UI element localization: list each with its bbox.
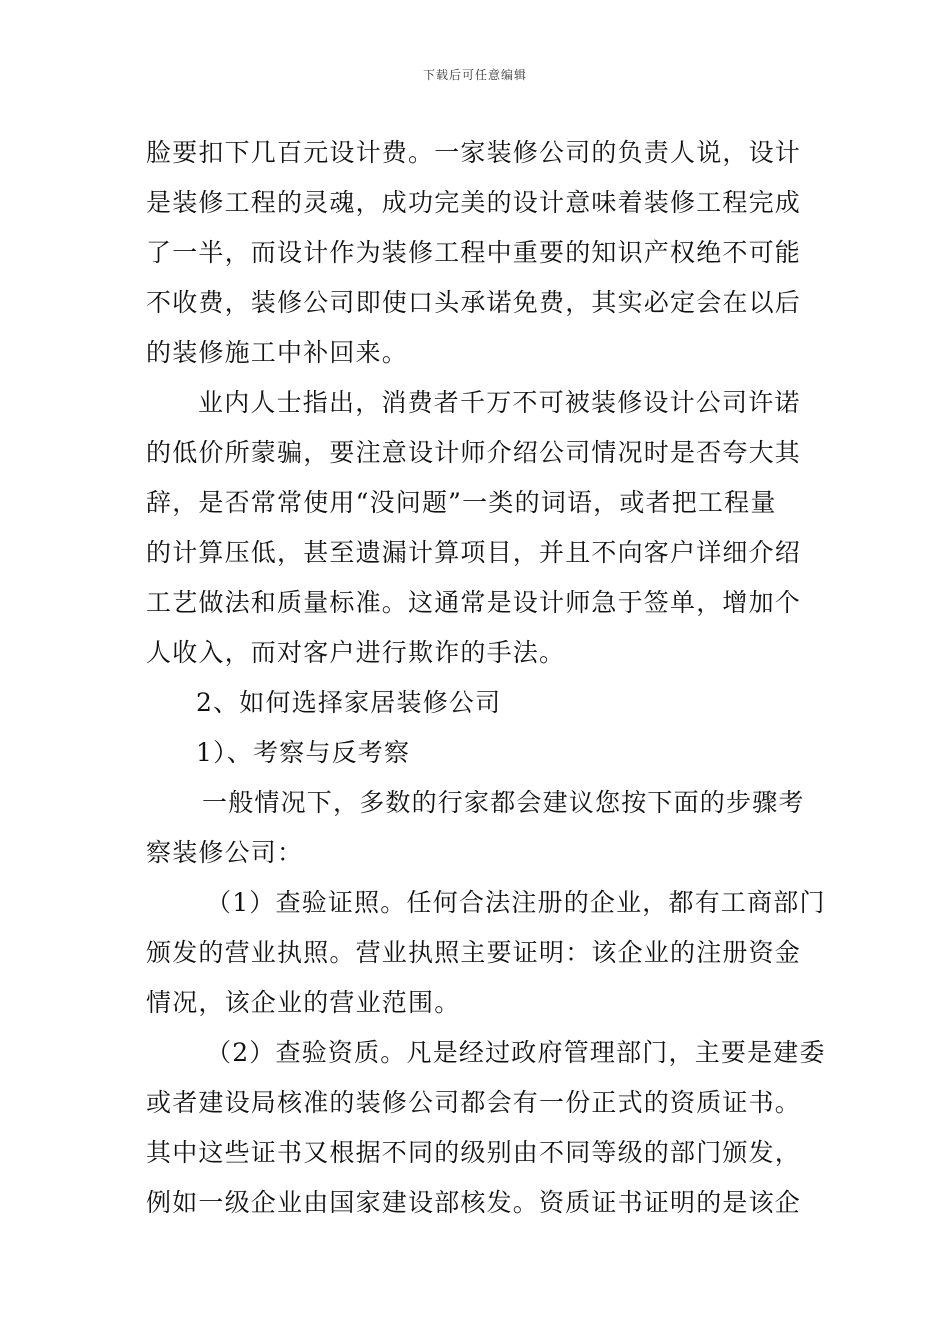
text-line: 一般情况下，多数的行家都会建议您按下面的步骤考 [202, 788, 805, 817]
text-line: 是装修工程的灵魂，成功完美的设计意味着装修工程完成 [146, 188, 802, 217]
document-body [146, 128, 826, 1228]
paragraph-industry-advice [146, 378, 816, 678]
text-line: 或者建设局核准的装修公司都会有一份正式的资质证书。 [146, 1088, 802, 1117]
text-line: 人收入，而对客户进行欺诈的手法。 [146, 638, 566, 667]
text-line: 颁发的营业执照。营业执照主要证明：该企业的注册资金 [146, 938, 802, 967]
paragraph-design-fee [146, 128, 816, 378]
page-header: 下载后可任意编辑 [422, 68, 527, 82]
text-line: （1）查验证照。任何合法注册的企业，都有工商部门 [206, 888, 826, 917]
text-line: 1）、考察与反考察 [196, 738, 411, 767]
text-line: 情况，该企业的营业范围。 [146, 988, 461, 1017]
paragraph-check-qualification [146, 1028, 826, 1228]
section-heading [146, 678, 816, 728]
paragraph-steps-intro [146, 778, 816, 878]
text-line: 了一半，而设计作为装修工程中重要的知识产权绝不可能 [146, 238, 802, 267]
text-line: （2）查验资质。凡是经过政府管理部门，主要是建委 [206, 1038, 826, 1067]
paragraph-check-license [146, 878, 826, 1028]
text-line: 例如一级企业由国家建设部核发。资质证书证明的是该企 [146, 1188, 802, 1217]
text-line: 工艺做法和质量标准。这通常是设计师急于签单，增加个 [146, 588, 802, 617]
text-line: 2、如何选择家居装修公司 [196, 688, 502, 717]
text-line: 脸要扣下几百元设计费。一家装修公司的负责人说，设计 [146, 138, 802, 167]
text-line: 的低价所蒙骗，要注意设计师介绍公司情况时是否夸大其 [146, 438, 802, 467]
text-line: 辞，是否常常使用“没问题”一类的词语，或者把工程量 [146, 488, 777, 517]
text-line: 业内人士指出，消费者千万不可被装修设计公司许诺 [198, 388, 801, 417]
text-line: 不收费，装修公司即使口头承诺免费，其实必定会在以后 [146, 288, 802, 317]
subsection-heading [146, 728, 816, 778]
text-line: 察装修公司： [146, 838, 304, 867]
text-line: 其中这些证书又根据不同的级别由不同等级的部门颁发， [146, 1138, 802, 1167]
text-line: 的计算压低，甚至遗漏计算项目，并且不向客户详细介绍 [146, 538, 802, 567]
text-line: 的装修施工中补回来。 [146, 338, 409, 367]
